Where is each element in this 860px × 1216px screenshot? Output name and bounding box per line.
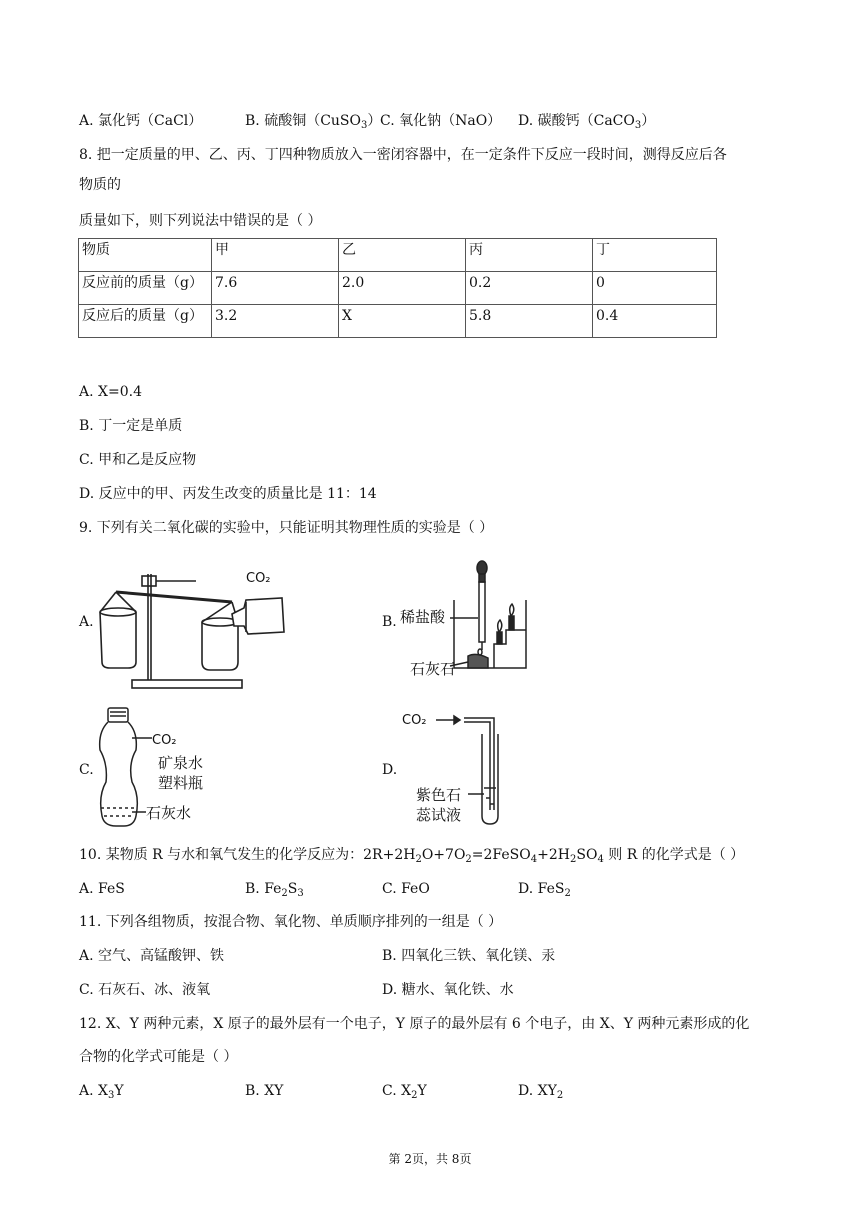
table-cell: 反应后的质量（g） (79, 305, 212, 338)
table-cell: 反应前的质量（g） (79, 272, 212, 305)
table-cell: 0.2 (466, 272, 593, 305)
fig-d-co2-label: CO₂ (402, 713, 427, 728)
fig-c-limewater-label: 石灰水 (146, 804, 192, 822)
table-cell: 3.2 (212, 305, 339, 338)
q9-label-a: A. (79, 614, 94, 630)
table-cell: 2.0 (339, 272, 466, 305)
table-header-cell: 丁 (593, 239, 717, 272)
table-row (79, 305, 717, 338)
q9-figure-d-litmus (398, 708, 518, 828)
q8-stem-line3: 质量如下，则下列说法中错误的是（ ） (79, 213, 322, 229)
table-header-cell: 甲 (212, 239, 339, 272)
fig-b-acid-label: 稀盐酸 (400, 608, 446, 626)
table-header-cell: 物质 (79, 239, 212, 272)
q10-option-d: D. FeS$_2$ (518, 881, 571, 899)
table-cell: 5.8 (466, 305, 593, 338)
q11-stem: 11. 下列各组物质，按混合物、氧化物、单质顺序排列的一组是（ ） (79, 914, 503, 930)
q11-option-d: D. 糖水、氧化铁、水 (382, 982, 514, 998)
fig-d-litmus-label-1: 紫色石 (416, 786, 462, 804)
q12-option-b: B. XY (245, 1083, 284, 1099)
q8-option-b: B. 丁一定是单质 (79, 418, 183, 434)
fig-c-bottle-label-2: 塑料瓶 (158, 774, 204, 792)
fig-d-litmus-label-2: 蕊试液 (416, 806, 462, 824)
q12-stem-line1: 12. X、Y 两种元素，X 原子的最外层有一个电子，Y 原子的最外层有 6 个电子，由 X、Y 两种元素形成的化 (79, 1016, 750, 1032)
table-header-cell: 丙 (466, 239, 593, 272)
q7-option-c: C. 氧化钠（NaO） (380, 113, 502, 129)
q11-option-b: B. 四氧化三铁、氧化镁、汞 (382, 948, 556, 964)
q9-figure-b-acid-limestone (398, 560, 538, 684)
q8-option-d: D. 反应中的甲、丙发生改变的质量比是 11：14 (79, 486, 377, 502)
q12-option-a: A. $X_3Y$ (79, 1083, 124, 1101)
fig-b-limestone-label: 石灰石 (410, 660, 456, 678)
fig-c-bottle-label-1: 矿泉水 (158, 754, 204, 772)
table-cell: 7.6 (212, 272, 339, 305)
table-row (79, 272, 717, 305)
q7-option-b: B. 硫酸铜（CuSO$_3$） (245, 113, 382, 131)
page-footer: 第 2页，共 8页 (388, 1152, 472, 1166)
q7-option-a: A. 氯化钙（CaCl） (79, 113, 203, 129)
q9-label-d: D. (382, 762, 398, 778)
q11-option-c: C. 石灰石、冰、液氧 (79, 982, 211, 998)
q10-option-a: A. FeS (79, 881, 125, 897)
fig-a-co2-label: CO₂ (246, 571, 271, 586)
q12-option-c: C. $X_2Y$ (382, 1083, 427, 1101)
q8-option-c: C. 甲和乙是反应物 (79, 452, 197, 468)
table-header-row (79, 239, 717, 272)
q10-option-b: B. $Fe_2S_3$ (245, 881, 304, 899)
table-cell: 0 (593, 272, 717, 305)
table-header-cell: 乙 (339, 239, 466, 272)
q9-figure-c-bottle (96, 706, 236, 830)
q10-stem: 10. 某物质 R 与水和氧气发生的化学反应为：$2R+2H_2O+7O_2=2FeSO_4+2H_2SO_4$ 则 R 的化学式是（ ） (79, 847, 745, 865)
q12-option-d: D. $XY_2$ (518, 1083, 564, 1101)
q11-option-a: A. 空气、高锰酸钾、铁 (79, 948, 225, 964)
q9-label-b: B. (382, 614, 397, 630)
q9-figure-a-balance (96, 562, 296, 694)
q9-label-c: C. (79, 762, 94, 778)
q8-stem-line2: 物质的 (79, 177, 121, 193)
table-cell: X (339, 305, 466, 338)
q8-stem-line1: 8. 把一定质量的甲、乙、丙、丁四种物质放入一密闭容器中，在一定条件下反应一段时间，测得反应后各 (79, 147, 727, 163)
fig-c-co2-label: CO₂ (152, 733, 177, 748)
q8-option-a: A. X=0.4 (79, 384, 142, 400)
table-cell: 0.4 (593, 305, 717, 338)
q10-option-c: C. FeO (382, 881, 430, 897)
q7-option-d: D. 碳酸钙（CaCO$_3$） (518, 113, 656, 131)
q8-mass-table (78, 238, 717, 338)
q9-stem: 9. 下列有关二氧化碳的实验中，只能证明其物理性质的实验是（ ） (79, 520, 494, 536)
q12-stem-line2: 合物的化学式可能是（ ） (79, 1049, 238, 1065)
